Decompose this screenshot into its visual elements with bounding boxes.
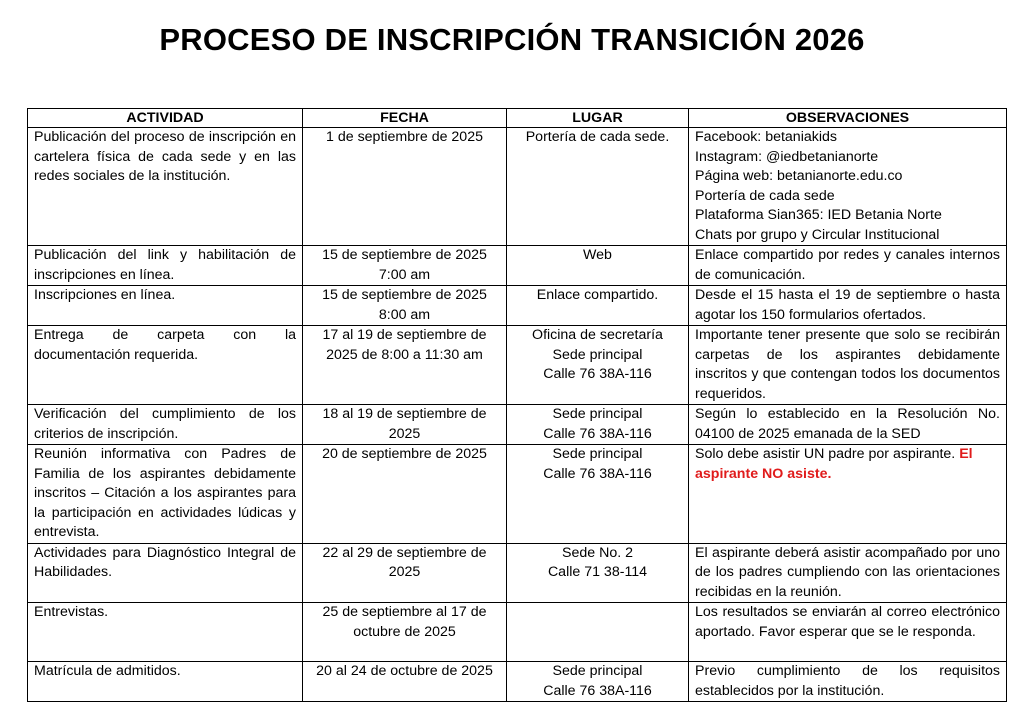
address-line: Calle 76 38A-116: [543, 682, 652, 699]
observation-line: Instagram: @iedbetanianorte: [695, 148, 879, 165]
table-row: [28, 286, 1007, 326]
activity-cell: Actividades para Diagnóstico Integral de Habilidades.: [28, 543, 303, 603]
address-line: Calle 76 38A-116: [543, 425, 652, 442]
place-cell: [507, 445, 689, 544]
observations-cell: Previo cumplimiento de los requisitos establecidos por la institución.: [689, 662, 1007, 702]
observation-line: Portería de cada sede: [695, 187, 835, 204]
observations-cell: El aspirante deberá asistir acompañado por uno de los padres cumpliendo con las orientaciones recibidas en la reunión.: [689, 543, 1007, 603]
activity-cell: Matrícula de admitidos.: [28, 662, 303, 702]
table-row: [28, 128, 1007, 246]
address-line: Calle 76 38A-116: [543, 465, 652, 482]
activity-cell: Entrevistas.: [28, 603, 303, 662]
table-row: [28, 445, 1007, 544]
observation-line: Plataforma Sian365: IED Betania Norte: [695, 207, 942, 223]
place-cell: [507, 543, 689, 603]
schedule-table: [27, 108, 1007, 702]
place-cell: [507, 128, 689, 246]
date-cell: [303, 128, 507, 246]
observation-line: Chats por grupo y Circular Institucional: [695, 226, 940, 243]
table-row: [28, 603, 1007, 662]
activity-cell: Reunión informativa con Padres de Familia de los aspirantes debidamente inscritos – Citación a los aspirantes para la participación en actividades lúdicas y entrevista.: [28, 445, 303, 544]
place-cell: [507, 246, 689, 286]
place-line: Web: [583, 247, 612, 263]
date-cell: [303, 286, 507, 326]
date-cell: 18 al 19 de septiembre de 2025: [303, 405, 507, 445]
place-cell: [507, 326, 689, 405]
address-line: Calle 71 38-114: [547, 564, 648, 580]
date-cell: 20 de septiembre de 2025: [303, 445, 507, 544]
header-observations: OBSERVACIONES: [689, 109, 1007, 128]
date-cell: [303, 246, 507, 286]
date-line: 15 de septiembre de 2025: [322, 287, 487, 303]
date-cell: 20 al 24 de octubre de 2025: [303, 662, 507, 702]
observations-cell: Enlace compartido por redes y canales internos de comunicación.: [689, 246, 1007, 286]
time-line: 7:00 am: [378, 266, 431, 283]
place-line: Oficina de secretaría: [532, 327, 663, 343]
place-line: Portería de cada sede.: [525, 129, 670, 145]
place-line: Sede principal: [552, 346, 643, 363]
observation-line: Facebook: betaniakids: [695, 129, 837, 145]
header-place: LUGAR: [507, 109, 689, 128]
observations-cell: Los resultados se enviarán al correo electrónico aportado. Favor esperar que se le responda.: [689, 603, 1007, 662]
activity-cell: Publicación del link y habilitación de inscripciones en línea.: [28, 246, 303, 286]
place-line: Sede principal: [552, 446, 643, 462]
header-activity: ACTIVIDAD: [28, 109, 303, 128]
observations-cell: Desde el 15 hasta el 19 de septiembre o hasta agotar los 150 formularios ofertados.: [689, 286, 1007, 326]
table-row: [28, 662, 1007, 702]
table-row: [28, 326, 1007, 405]
activity-cell: Inscripciones en línea.: [28, 286, 303, 326]
place-cell: [507, 603, 689, 662]
observations-cell: Importante tener presente que solo se recibirán carpetas de los aspirantes debidamente inscritos y que contengan todos los documentos requeridos.: [689, 326, 1007, 405]
place-cell: [507, 405, 689, 445]
table-row: [28, 405, 1007, 445]
place-line: Sede principal: [552, 663, 643, 679]
place-line: Sede principal: [552, 406, 643, 422]
date-line: 15 de septiembre de 2025: [322, 247, 487, 263]
place-cell: [507, 286, 689, 326]
table-row: [28, 543, 1007, 603]
activity-cell: Verificación del cumplimiento de los criterios de inscripción.: [28, 405, 303, 445]
address-line: Calle 76 38A-116: [543, 366, 652, 382]
observation-highlight: El aspirante NO asiste.: [695, 446, 973, 482]
place-line: Enlace compartido.: [536, 287, 659, 303]
observation-text: Solo debe asistir UN padre por aspirante.: [695, 446, 956, 462]
header-row: [28, 109, 1007, 128]
date-cell: 17 al 19 de septiembre de 2025 de 8:00 a 11:30 am: [303, 326, 507, 405]
page-title: PROCESO DE INSCRIPCIÓN TRANSICIÓN 2026: [159, 22, 865, 57]
date-line: 1 de septiembre de 2025: [326, 129, 483, 145]
observation-line: Página web: betanianorte.edu.co: [695, 168, 903, 184]
activity-cell: Entrega de carpeta con la documentación requerida.: [28, 326, 303, 405]
header-date: FECHA: [303, 109, 507, 128]
observations-cell: [689, 445, 1007, 544]
activity-cell: Publicación del proceso de inscripción en cartelera física de cada sede y en las redes sociales de la institución.: [28, 128, 303, 246]
time-line: 8:00 am: [378, 306, 431, 323]
date-cell: 25 de septiembre al 17 de octubre de 2025: [303, 603, 507, 662]
observations-cell: [689, 128, 1007, 246]
place-line: Sede No. 2: [562, 544, 633, 561]
observations-cell: Según lo establecido en la Resolución No. 04100 de 2025 emanada de la SED: [689, 405, 1007, 445]
table-row: [28, 246, 1007, 286]
place-cell: [507, 662, 689, 702]
date-cell: 22 al 29 de septiembre de 2025: [303, 543, 507, 603]
